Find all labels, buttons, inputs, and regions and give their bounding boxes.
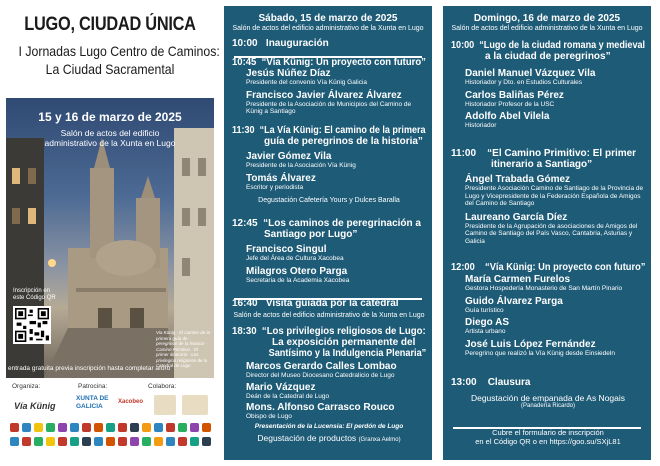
speaker-name: Francisco Javier Álvarez Álvarez xyxy=(246,89,402,101)
speaker-role: Presidente de la Agrupación de asociaciones de Amigos del xyxy=(465,222,638,230)
small-logo xyxy=(34,437,43,446)
small-logo xyxy=(46,423,55,432)
sat-event-inauguration xyxy=(232,38,426,49)
xacobeo-logo: Xacobeo xyxy=(118,399,144,405)
small-logo xyxy=(70,423,79,432)
speaker-role: Obispo de Lugo xyxy=(246,413,292,420)
small-logo xyxy=(94,437,103,446)
sponsors-strip xyxy=(6,381,214,460)
venue-line1: Salón de actos del edificio xyxy=(60,128,160,138)
small-logo xyxy=(178,437,187,446)
sat-event-first-guide xyxy=(232,125,426,205)
event-title: Inauguración xyxy=(265,38,329,49)
speaker-role: del Camino de Santiago xyxy=(465,200,535,207)
sat-event-cathedral-tour xyxy=(232,298,426,320)
event-title: “Lugo de la ciudad romana y medieval xyxy=(479,40,646,51)
event-title: “Vía Künig: Un proyecto con futuro” xyxy=(485,262,646,273)
small-logo xyxy=(58,437,67,446)
event-time: 18:30 xyxy=(232,326,257,337)
sunday-header: Domingo, 16 de marzo de 2025 xyxy=(473,13,621,24)
cathedral-photo xyxy=(6,98,214,378)
speaker-role: Deán de la Catedral de Lugo xyxy=(246,392,330,400)
small-logo xyxy=(154,423,163,432)
small-logo xyxy=(70,437,79,446)
speaker-name: Carlos Baliñas Pérez xyxy=(465,89,564,101)
event-title: “Los caminos de peregrinación a xyxy=(263,218,421,229)
event-subtitle-line2: La Ciudad Sacramental xyxy=(45,61,175,77)
speaker-role: Presidente Asociación Camino de Santiago de la Provincia de xyxy=(465,185,644,192)
speaker-role: Peregrino que realizó la Vía Künig desde Einsiedeln xyxy=(465,349,615,357)
event-time: 13:00 xyxy=(451,377,477,388)
poster-left-panel xyxy=(6,6,220,460)
speaker-role: Historiador xyxy=(465,122,497,129)
event-title-cont: La exposición permanente del xyxy=(272,337,416,348)
event-date: 15 y 16 de marzo de 2025 xyxy=(38,110,182,124)
speaker-name: María Carmen Furelos xyxy=(465,274,571,285)
sat-event-pilgrimage-routes xyxy=(232,218,426,284)
registration-line1: Cubre el formulario de inscripción xyxy=(492,428,604,437)
speaker-name: Jesús Núñez Díaz xyxy=(246,68,331,79)
small-logo xyxy=(82,437,91,446)
photo-caption: Via Künig · El camino de la primera guía de peregrinos de la historia · Camino Primitivo · El primer itinerario · Los privilegios religiosos de la Catedral de Lugo xyxy=(156,330,210,368)
lucensia-presentation: Presentación de la Lucensia: El perdón de Lugo xyxy=(254,422,404,430)
registration-qr-code[interactable] xyxy=(13,306,51,344)
small-logo xyxy=(106,437,115,446)
speaker-role: Camino de Santiago del País Vasco, Cantabria, Asturias y xyxy=(465,230,633,237)
registration-link[interactable]: en el Código QR o en https://goo.su/SXjL81 xyxy=(475,437,621,446)
speaker-role: Artista urbano xyxy=(465,328,506,335)
speaker-name: Milagros Otero Parga xyxy=(246,265,348,277)
sunday-venue: Salón de actos del edificio administrativo de la Xunta en Lugo xyxy=(451,25,643,32)
small-logo xyxy=(22,423,31,432)
sun-event-roman-city xyxy=(451,40,645,130)
event-venue: Salón de actos del edificio administrativo de la Xunta en Lugo xyxy=(233,312,425,319)
venue-text xyxy=(6,128,214,148)
colabora-label: Colabora: xyxy=(148,383,177,390)
speaker-name: Ángel Trabada Gómez xyxy=(465,174,571,185)
free-entry-note: entrada gratuita previa inscripción hasta completar aforo xyxy=(8,365,171,372)
event-title-cont: Santiago por Lugo” xyxy=(264,229,358,240)
coffee-break: Degustación Cafetería Yours y Dulces Baralla xyxy=(258,197,400,204)
event-title: “Vía Künig: Un proyecto con futuro” xyxy=(261,57,426,68)
event-time: 12:45 xyxy=(232,218,258,229)
small-logo xyxy=(130,437,139,446)
speaker-role: Lugo y Vicepresidente de la Federación Española de Amigos xyxy=(465,192,641,200)
products-tasting: Degustación de productos (Granxa Aelmo) xyxy=(257,432,401,443)
speaker-name: Diego AS xyxy=(465,317,510,328)
small-logo xyxy=(202,423,211,432)
speaker-name: Guido Álvarez Parga xyxy=(465,295,563,307)
saturday-header: Sábado, 15 de marzo de 2025 xyxy=(258,13,398,24)
xunta-logo: XUNTA DE GALICIA xyxy=(76,395,109,410)
speaker-name: José Luis López Fernández xyxy=(465,338,596,350)
colabora-logo-2 xyxy=(182,395,208,415)
small-logo xyxy=(166,423,175,432)
speaker-role: Künig a Santiago xyxy=(246,108,296,115)
event-time: 10:00 xyxy=(232,38,258,49)
event-time: 16:40 xyxy=(232,298,258,309)
sun-event-camino-primitivo xyxy=(451,148,645,245)
small-logo xyxy=(178,423,187,432)
qr-code-icon xyxy=(15,308,49,342)
speaker-name: Francisco Singul xyxy=(246,244,327,255)
small-logo xyxy=(190,423,199,432)
event-time: 11:00 xyxy=(451,148,477,159)
speaker-name: Adolfo Abel Vilela xyxy=(465,111,550,122)
speaker-role: Jefe del Área de Cultura Xacobea xyxy=(246,255,344,262)
small-logo xyxy=(10,423,19,432)
event-title: Visita guiada por la catedral xyxy=(265,298,399,309)
event-title-cont: a la ciudad de peregrinos” xyxy=(485,51,611,62)
empanada-tasting: Degustación de empanada de As Nogais xyxy=(470,393,626,403)
patrocina-label: Patrocina: xyxy=(78,383,108,390)
small-logo xyxy=(10,437,19,446)
speaker-name: Mons. Alfonso Carrasco Rouco xyxy=(246,402,395,413)
speaker-name: Daniel Manuel Vázquez Vila xyxy=(465,68,596,79)
registration-footer xyxy=(451,428,645,446)
event-title: Clausura xyxy=(487,377,531,388)
small-logo xyxy=(34,423,43,432)
event-title: “El Camino Primitivo: El primer xyxy=(487,148,637,159)
speaker-role: Secretaria de la Academia Xacobea xyxy=(246,276,350,284)
small-logo xyxy=(154,437,163,446)
small-logo xyxy=(22,437,31,446)
saturday-venue: Salón de actos del edificio administrativo de la Xunta en Lugo xyxy=(232,25,424,32)
sun-event-closing xyxy=(451,377,645,409)
small-logo xyxy=(142,423,151,432)
speaker-name: Mario Vázquez xyxy=(246,381,316,393)
speaker-role: Presidente de la Asociación de Municipios del Camino de xyxy=(246,100,412,108)
speaker-role: Historiador y Dto. en Estudios Culturales xyxy=(465,79,583,86)
tasting-sponsor: (Granxa Aelmo) xyxy=(358,436,401,443)
small-logo xyxy=(166,437,175,446)
speaker-role: Galicia xyxy=(465,237,485,245)
via-kunig-logo: Vía Künig xyxy=(14,401,56,411)
event-title: “La Vía Künig: El camino de la primera xyxy=(259,125,426,136)
speaker-name: Marcos Gerardo Calles Lombao xyxy=(246,361,397,372)
speaker-role: Presidente del convenio Vía Künig Galicia xyxy=(246,79,368,86)
event-title-cont: Santísimo y la Indulgencia Plenaria” xyxy=(268,348,427,359)
small-logo xyxy=(94,423,103,432)
event-title-cont: itinerario a Santiago” xyxy=(491,159,593,170)
small-logo xyxy=(46,437,55,446)
event-time: 11:30 xyxy=(232,125,255,136)
sat-event-via-kunig xyxy=(232,57,426,116)
speaker-role: Historiador Profesor de la USC xyxy=(465,100,555,108)
colabora-logo-1 xyxy=(154,395,176,415)
speaker-name: Javier Gómez Vila xyxy=(246,151,332,162)
small-logo xyxy=(82,423,91,432)
small-logo xyxy=(130,423,139,432)
event-title: “Los privilegios religiosos de Lugo: xyxy=(261,326,426,337)
title-block xyxy=(6,8,220,94)
event-subtitle-line1: I Jornadas Lugo Centro de Caminos: xyxy=(18,43,220,59)
saturday-column xyxy=(224,6,432,460)
sunday-column xyxy=(443,6,651,460)
event-time: 10:45 xyxy=(232,57,257,68)
event-time: 10:00 xyxy=(451,40,475,51)
speaker-name: Tomás Álvarez xyxy=(246,172,316,184)
sun-event-via-kunig xyxy=(451,262,645,357)
small-logo xyxy=(118,437,127,446)
small-logo xyxy=(202,437,211,446)
sat-event-religious-privileges xyxy=(232,326,426,443)
venue-line2: administrativo de la Xunta en Lugo xyxy=(44,138,176,148)
speaker-role: Escritor y periodista xyxy=(246,183,304,191)
speaker-role: Guía turístico xyxy=(465,306,504,314)
speaker-name: Laureano García Díez xyxy=(465,211,568,223)
organiza-label: Organiza: xyxy=(12,383,41,390)
speaker-role: Director del Museo Diocesano Catedralicio de Lugo xyxy=(246,372,395,379)
small-logo xyxy=(106,423,115,432)
event-title: LUGO, CIUDAD ÚNICA xyxy=(24,14,196,35)
qr-label: Inscripción en este Código QR xyxy=(13,288,56,301)
event-time: 12:00 xyxy=(451,262,475,273)
small-logo xyxy=(118,423,127,432)
small-logo xyxy=(142,437,151,446)
small-logo xyxy=(190,437,199,446)
event-title-cont: guía de peregrinos de la historia” xyxy=(264,136,423,147)
speaker-role: Gestora Hospedería Monasterio de San Martín Pinario xyxy=(465,285,623,292)
speaker-role: Presidente de la Asociación Vía Künig xyxy=(246,162,356,169)
tasting-sponsor: (Panadería Ricardo) xyxy=(520,403,576,409)
small-logo xyxy=(58,423,67,432)
